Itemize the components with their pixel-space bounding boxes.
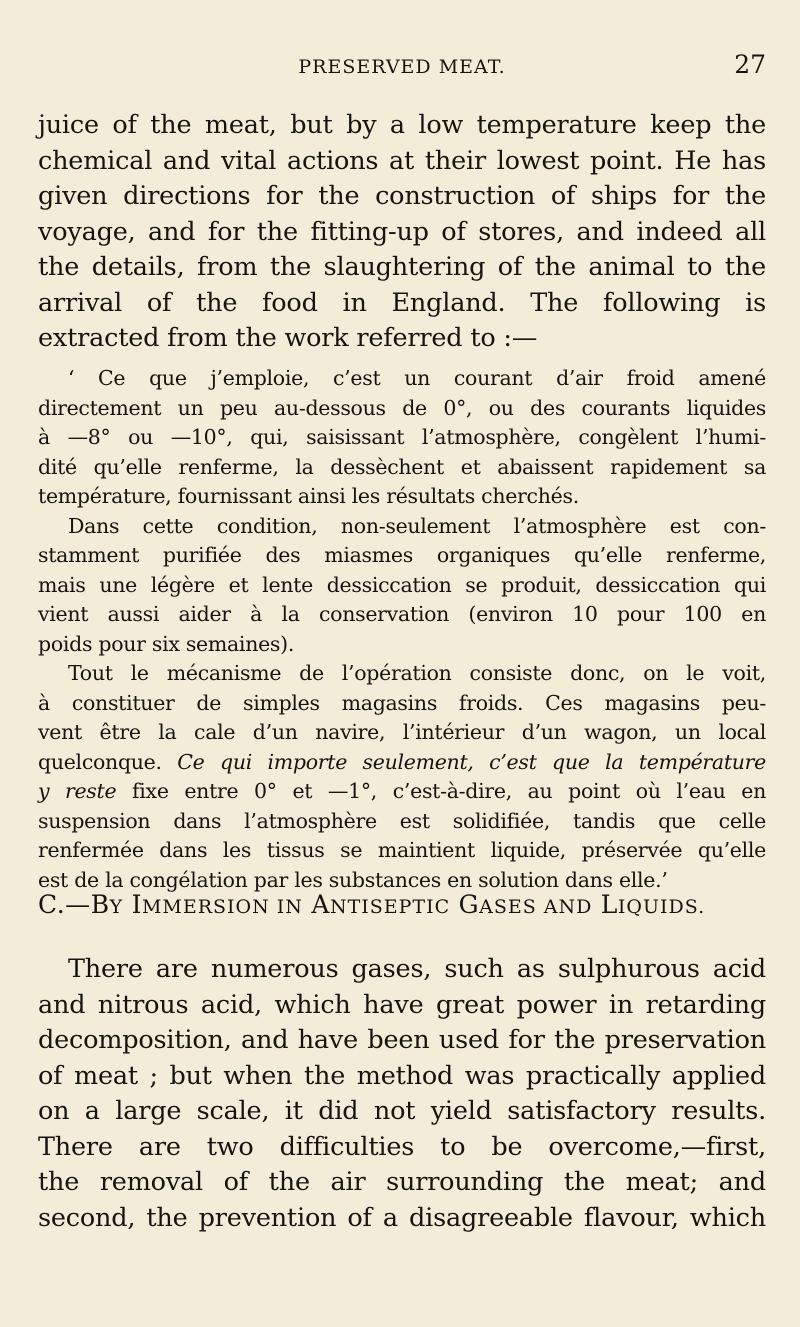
quote-italic-text: y reste <box>38 779 117 803</box>
text-line: of meat ; but when the method was practically applied <box>38 1060 766 1091</box>
text-line: There are two difficulties to be overcome,—first, <box>38 1131 766 1162</box>
quote-line <box>38 748 766 778</box>
book-page <box>38 0 766 1327</box>
quote-line: directement un peu au-dessous de 0°, ou des courants liquides <box>38 395 766 420</box>
text-line: chemical and vital actions at their lowest point. He has <box>38 145 766 176</box>
quote-line: température, fournissant ainsi les résultats cherchés. <box>38 484 579 508</box>
quote-line: vent être la cale d’un navire, l’intérieur d’un wagon, un local <box>38 720 766 744</box>
text-line: voyage, and for the fitting-up of stores, and indeed all <box>38 216 766 247</box>
quote-line: ‘ Ce que j’emploie, c’est un courant d’air froid amené <box>68 366 766 390</box>
quote-line: à constituer de simples magasins froids. Ces magasins peu- <box>38 690 766 715</box>
text-line: given directions for the construction of ships for the <box>38 181 766 211</box>
quote-line: est de la congélation par les substances en solution dans elle.’ <box>38 867 668 892</box>
text-line: the details, from the slaughtering of the animal to the <box>38 252 766 282</box>
quote-line <box>38 777 766 807</box>
quote-text: quelconque. <box>38 749 178 774</box>
text-line: on a large scale, it did not yield satisfactory results. <box>38 1096 766 1126</box>
text-line: decomposition, and have been used for the preservation <box>38 1025 766 1055</box>
quote-italic-text: Ce qui importe seulement, c’est que la température <box>177 749 766 774</box>
quote-line: renfermée dans les tissus se maintient liquide, préservée qu’elle <box>38 838 766 862</box>
quote-line: vient aussi aider à la conservation (environ 10 pour 100 en <box>38 602 766 626</box>
quote-line: dité qu’elle renferme, la dessèchent et abaissent rapidement sa <box>38 454 766 479</box>
text-line: extracted from the work referred to :— <box>38 323 538 353</box>
paragraph-gases <box>38 952 766 1236</box>
running-head: PRESERVED MEAT. <box>298 56 506 78</box>
text-line: and nitrous acid, which have great power in retarding <box>38 989 766 1020</box>
french-quotation <box>38 364 766 895</box>
paragraph-intro <box>38 108 766 357</box>
text-line: juice of the meat, but by a low temperature keep the <box>38 110 766 140</box>
quote-line: Tout le mécanisme de l’opération consiste donc, on le voit, <box>68 661 766 685</box>
page-header <box>38 50 766 80</box>
text-line: There are numerous gases, such as sulphurous acid <box>68 954 766 984</box>
quote-line: poids pour six semaines). <box>38 631 295 656</box>
text-line: second, the prevention of a disagreeable flavour, which <box>38 1202 766 1233</box>
section-heading: C.—BY IMMERSION IN ANTISEPTIC GASES AND LIQUIDS. <box>38 890 706 919</box>
text-line: arrival of the food in England. The following is <box>38 287 766 318</box>
quote-line: à —8° ou —10°, qui, saisissant l’atmosphère, congèlent l’humi- <box>38 425 766 449</box>
quote-text: fixe entre 0° et —1°, c’est-à-dire, au point où l’eau en <box>116 779 766 803</box>
quote-line: stamment purifiée des miasmes organiques qu’elle renferme, <box>38 543 766 567</box>
quote-line: mais une légère et lente dessiccation se produit, dessiccation qui <box>38 572 766 597</box>
quote-line: Dans cette condition, non-seulement l’atmosphère est con- <box>68 513 766 538</box>
page-number: 27 <box>734 50 766 79</box>
text-line: the removal of the air surrounding the meat; and <box>38 1167 766 1197</box>
quote-line: suspension dans l’atmosphère est solidifiée, tandis que celle <box>38 808 766 833</box>
